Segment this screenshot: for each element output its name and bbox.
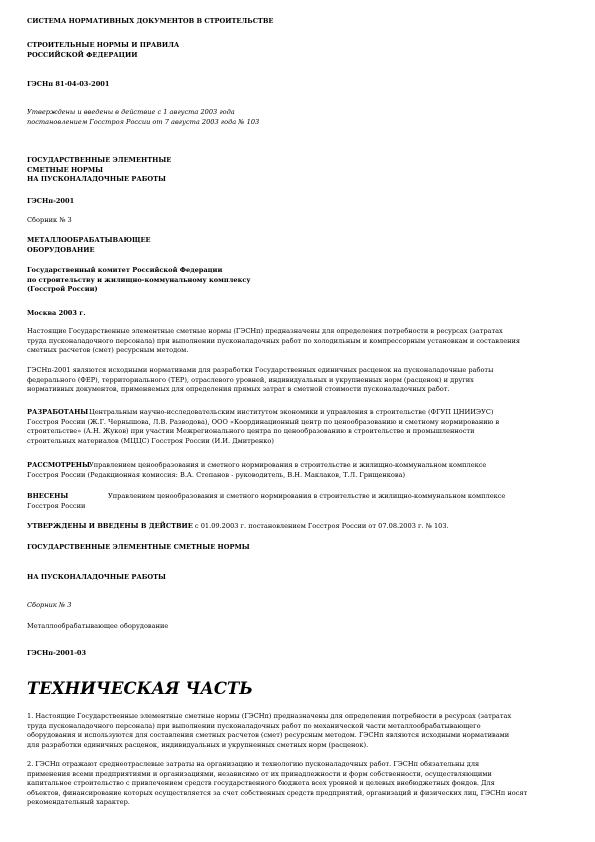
title-line: ГОСУДАРСТВЕННЫЕ ЭЛЕМЕНТНЫЕ: [27, 156, 172, 164]
introduced-by: [27, 492, 575, 511]
paragraph-line: труда пусконаладочного персонала) при выполнении пусконаладочных работ по механической части металлообрабатывающего: [27, 721, 481, 730]
intro-paragraph: [27, 366, 575, 395]
paragraph-line: Управлением ценообразования и сметного нормирования в строительстве и жилищно-коммунальном комплексе: [89, 461, 487, 469]
paragraph-line: строительных материалов (МЦЦС) Госстроя России (И.И. Дмитренко): [27, 436, 274, 445]
document-title: [27, 156, 575, 185]
collection-number: Сборник № 3: [27, 216, 72, 224]
paragraph-line: строительстве» (А.Н. Жуков) при участии Межрегионального центра по ценообразованию в строительстве и промышленности: [27, 427, 475, 435]
title-line: НА ПУСКОНАЛАДОЧНЫЕ РАБОТЫ: [27, 175, 166, 183]
paragraph-line: Госстроя России (Ж.Г. Чернышова, Л.В. Разводова), ООО «Координационный центр по ценообразованию и сметному нормированию в: [27, 417, 500, 426]
section-norms: ГОСУДАРСТВЕННЫЕ ЭЛЕМЕНТНЫЕ СМЕТНЫЕ НОРМЫ: [27, 543, 250, 551]
paragraph-line: ГЭСНп-2001 являются исходными нормативами для разработки Государственных единичных расценок на пусконаладочные работы: [27, 366, 494, 374]
publisher-line: по строительству и жилищно-коммунальному комплексу: [27, 275, 251, 284]
paragraph-line: федерального (ФЕР), территориального (ТЕР), отраслевого уровней, индивидуальных и укрупненных норм (расценок) и других: [27, 375, 474, 384]
paragraph-line: Управлением ценообразования и сметного нормирования в строительстве и жилищно-коммунальном комплексе: [108, 492, 506, 500]
subject-line: ОБОРУДОВАНИЕ: [27, 245, 95, 254]
publisher: [27, 266, 575, 295]
subject-title: [27, 236, 575, 255]
approval-line: постановлением Госстроя России от 7 августа 2003 года № 103: [27, 117, 260, 126]
paragraph-line: Центральным научно-исследовательским институтом экономики и управления в строительстве (ФГУП ЦНИИЭУС): [89, 408, 494, 416]
paragraph-line: труда пусконаладочного персонала) при выполнении пусконаладочных работ по холодильным и компрессорным установкам и составления: [27, 336, 521, 345]
norms-line: РОССИЙСКОЙ ФЕДЕРАЦИИ: [27, 50, 138, 59]
technical-part-heading: ТЕХНИЧЕСКАЯ ЧАСТЬ: [27, 679, 253, 698]
system-title: СИСТЕМА НОРМАТИВНЫХ ДОКУМЕНТОВ В СТРОИТЕЛЬСТВЕ: [27, 17, 274, 25]
developed-label: РАЗРАБОТАНЫ: [27, 408, 89, 416]
paragraph-line: оборудования и используются для составления сметных расчетов (смет) ресурсным методом. ГЭСНп являются исходными нормативами: [27, 731, 510, 739]
paragraph-line: Госстроя России: [27, 501, 86, 510]
tech-paragraph: [27, 712, 575, 750]
norms-line: СТРОИТЕЛЬНЫЕ НОРМЫ И ПРАВИЛА: [27, 41, 180, 49]
enactment: [27, 522, 575, 532]
publisher-line: (Госстрой России): [27, 285, 98, 293]
paragraph-line: применения всеми предприятиями и организациями, независимо от их принадлежности и форм собственности, осуществляющими: [27, 769, 492, 778]
place-year: Москва 2003 г.: [27, 309, 86, 317]
enactment-label: УТВЕРЖДЕНЫ И ВВЕДЕНЫ В ДЕЙСТВИЕ: [27, 522, 193, 530]
section-code: ГЭСНп-2001-03: [27, 649, 87, 657]
paragraph-line: 1. Настоящие Государственные элементные сметные нормы (ГЭСНп) предназначены для определения потребности в ресурсах (затратах: [27, 712, 512, 720]
paragraph-line: объектов, финансирование которых осуществляется за счет собственных средств предприятий, организаций и физических лиц, ГЭСНп носят: [27, 788, 528, 797]
approval-line: Утверждены и введены в действие с 1 августа 2003 года: [27, 108, 235, 116]
paragraph-line: рекомендательный характер.: [27, 798, 130, 806]
publisher-line: Государственный комитет Российской Федерации: [27, 266, 223, 274]
title-line: СМЕТНЫЕ НОРМЫ: [27, 165, 104, 174]
introduced-label: ВНЕСЕНЫ: [27, 492, 69, 500]
section-works: НА ПУСКОНАЛАДОЧНЫЕ РАБОТЫ: [27, 573, 166, 581]
section-collection: Сборник № 3: [27, 601, 72, 609]
subject-line: МЕТАЛЛООБРАБАТЫВАЮЩЕЕ: [27, 236, 151, 244]
section-subject: Металлообрабатывающее оборудование: [27, 622, 169, 630]
reviewed-by: [27, 461, 575, 480]
short-code: ГЭСНп-2001: [27, 197, 75, 205]
document-code: ГЭСНп 81-04-03-2001: [27, 80, 110, 88]
paragraph-line: капитальное строительство с привлечением средств государственного бюджета всех уровней и целевых внебюджетных фондов. Для: [27, 779, 495, 787]
paragraph-line: для разработки единичных расценок, индивидуальных и укрупненных сметных норм (расценок).: [27, 740, 369, 749]
developed-by: [27, 408, 575, 446]
reviewed-label: РАССМОТРЕНЫ: [27, 461, 90, 469]
approval-note: [27, 108, 575, 127]
tech-paragraph: [27, 760, 575, 808]
paragraph-line: нормативных документов, применяемых для определения прямых затрат в сметной стоимости пусконаладочных работ.: [27, 385, 450, 393]
paragraph-line: 2. ГЭСНп отражают среднеотраслевые затраты на организацию и технологию пусконаладочных работ. ГЭСНп обязательны для: [27, 760, 480, 768]
norms-heading: [27, 41, 575, 60]
enactment-text: с 01.09.2003 г. постановлением Госстроя России от 07.08.2003 г. № 103.: [194, 522, 449, 530]
paragraph-line: сметных расчетов (смет) ресурсным методом.: [27, 346, 189, 354]
paragraph-line: Настоящие Государственные элементные сметные нормы (ГЭСНп) предназначены для определения потребности в ресурсах (затратах: [27, 327, 503, 335]
paragraph-line: Госстроя России (Редакционная комиссия: В.А. Степанов - руководитель, В.Н. Маклаков, Т.Л. Грищенкова): [27, 470, 406, 479]
intro-paragraph: [27, 327, 575, 356]
